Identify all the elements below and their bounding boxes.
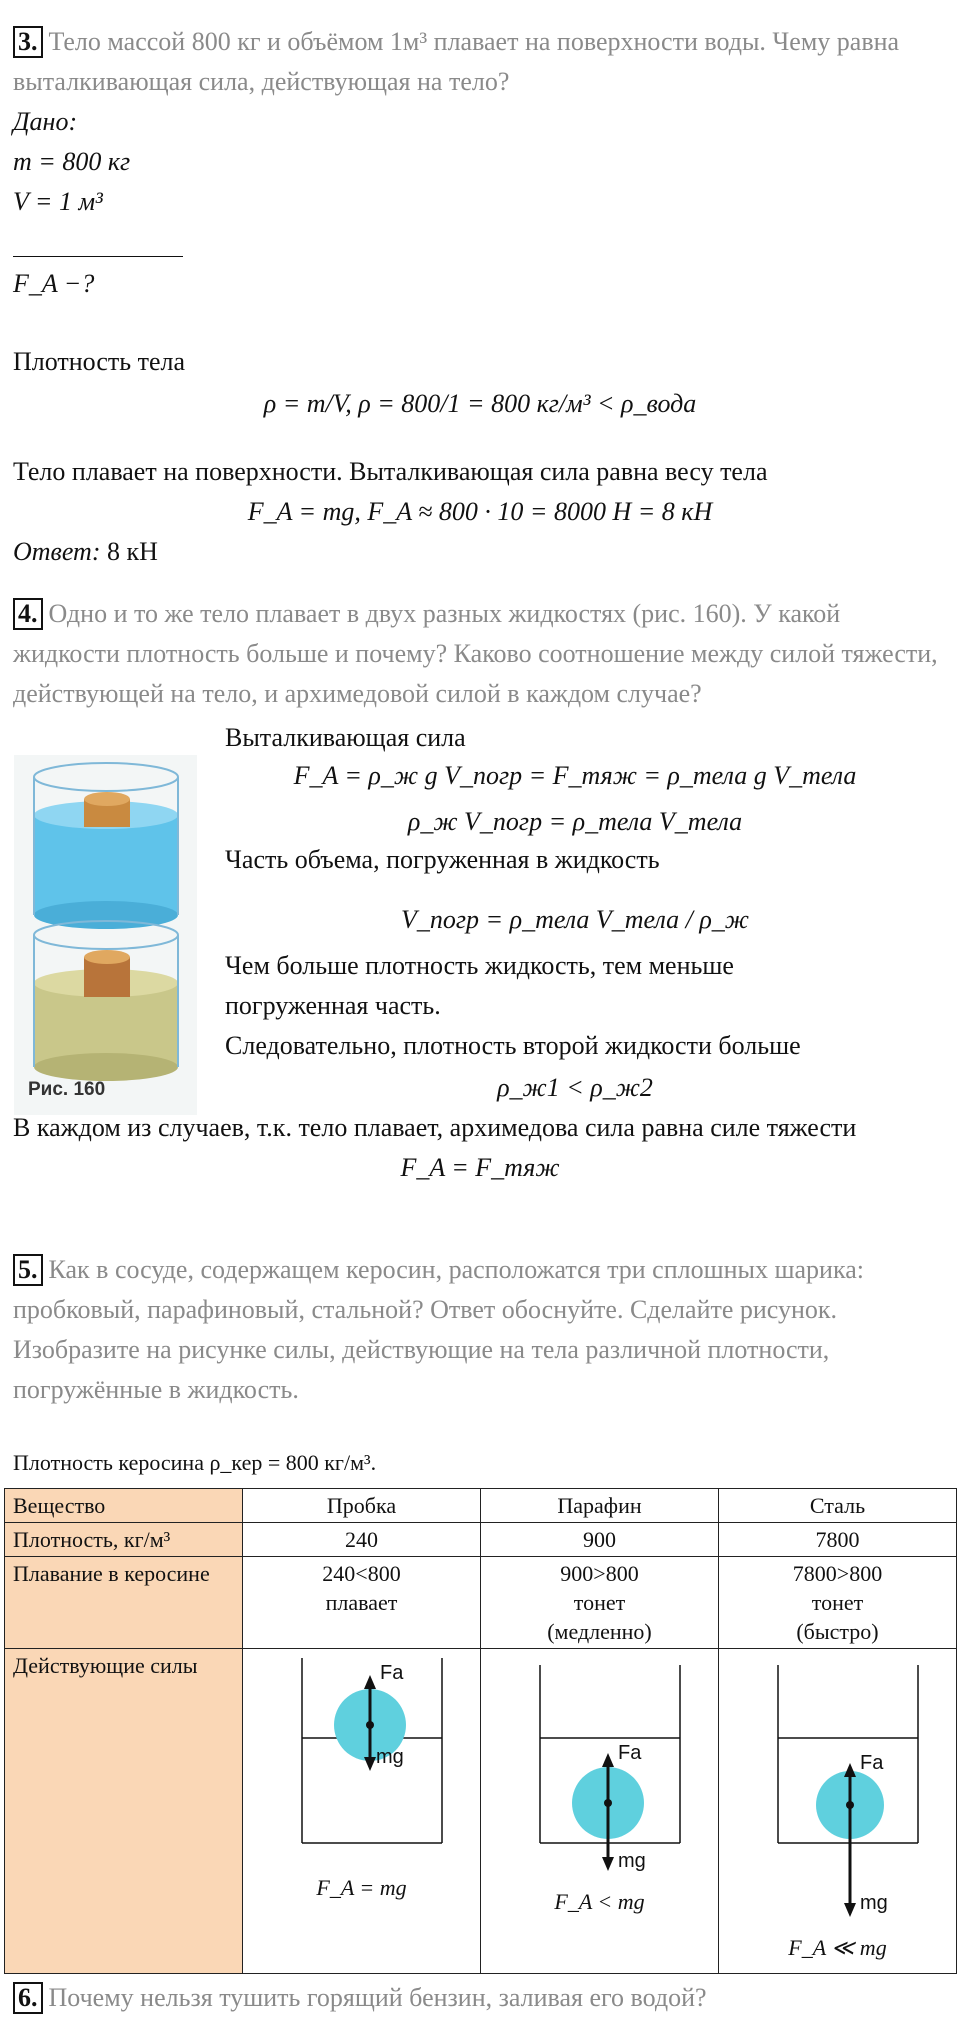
answer-label: Ответ: <box>13 537 101 566</box>
formula-densities: ρ_ж1 < ρ_ж2 <box>497 1073 653 1102</box>
task3-number: 3. <box>13 26 43 58</box>
steel-density: 7800 <box>719 1523 957 1557</box>
task6-question <box>13 1978 943 2018</box>
header-substance: Вещество <box>5 1489 243 1523</box>
task3-question <box>13 22 943 102</box>
formula-equilibrium: F_A = F_тяж <box>400 1153 560 1182</box>
given-label: Дано: <box>13 107 78 136</box>
paraffin-float <box>481 1557 719 1649</box>
steel-float <box>719 1557 957 1649</box>
paraffin-diagram <box>481 1649 719 1974</box>
more-density-1: Чем больше плотность жидкость, тем меньше <box>225 951 734 980</box>
header-steel: Сталь <box>719 1489 957 1523</box>
steel-mg-label: mg <box>859 1892 888 1914</box>
given-volume: V = 1 м³ <box>13 187 103 216</box>
header-cork: Пробка <box>243 1489 481 1523</box>
figure-160 <box>14 755 197 1115</box>
answer-value: 8 кН <box>106 537 158 566</box>
steel-diagram <box>719 1649 957 1974</box>
task4-number: 4. <box>13 598 43 630</box>
submerged-label: Часть объема, погруженная в жидкость <box>225 845 660 874</box>
kerosene-density: Плотность керосина ρ_кер = 800 кг/м³. <box>13 1450 377 1475</box>
paraffin-result: тонет <box>573 1590 626 1615</box>
density-label: Плотность тела <box>13 347 186 376</box>
paraffin-fa-label: Fa <box>617 1742 641 1764</box>
steel-forces-diagram <box>728 1653 948 1943</box>
paraffin-compare: 900>800 <box>560 1561 639 1586</box>
paraffin-forces-diagram <box>490 1653 710 1913</box>
task6-text: Почему нельзя тушить горящий бензин, заливая его водой? <box>48 1983 707 2012</box>
paraffin-mg-label: mg <box>617 1850 646 1872</box>
formula-density: ρ = m/V, ρ = 800/1 = 800 кг/м³ < ρ_вода <box>263 389 697 418</box>
cork-result: плавает <box>325 1590 398 1615</box>
task4-text: Одно и то же тело плавает в двух разных жидкостях (рис. 160). У какой жидкости плотность больше и почему? Каково соотношение между силой тяжести, действующей на тело, и архимедовой силой в каждом случае? <box>13 599 938 708</box>
paraffin-speed: (медленно) <box>547 1619 652 1644</box>
cork-mg-label: mg <box>375 1746 404 1768</box>
paraffin-relation: F_A < mg <box>554 1889 645 1914</box>
steel-result: тонет <box>811 1590 864 1615</box>
paraffin-density: 900 <box>481 1523 719 1557</box>
cork-fa-label: Fa <box>379 1662 403 1684</box>
task5-number: 5. <box>13 1254 43 1286</box>
conclusion: Следовательно, плотность второй жидкости больше <box>225 1031 801 1060</box>
task6-number: 6. <box>13 1982 43 2014</box>
table-row <box>5 1557 957 1649</box>
cork-float <box>243 1557 481 1649</box>
given-divider <box>13 256 183 257</box>
figure-caption: Рис. 160 <box>28 1079 106 1100</box>
formula-archimedes: F_A = ρ_ж g V_погр = F_тяж = ρ_тела g V_тела <box>293 761 857 790</box>
float-row-label: Плавание в керосине <box>5 1557 243 1649</box>
steel-compare: 7800>800 <box>792 1561 883 1586</box>
given-mass: m = 800 кг <box>13 147 131 176</box>
cork-diagram <box>243 1649 481 1974</box>
table-row <box>5 1489 957 1523</box>
buoyant-label: Выталкивающая сила <box>225 723 466 752</box>
steel-speed: (быстро) <box>796 1619 879 1644</box>
more-density-2: погруженная часть. <box>225 991 441 1020</box>
steel-relation: F_A ≪ mg <box>788 1935 887 1960</box>
steel-fa-label: Fa <box>859 1752 883 1774</box>
find-force: F_A −? <box>13 269 95 298</box>
task3-text: Тело массой 800 кг и объёмом 1м³ плавает на поверхности воды. Чему равна выталкивающая сила, действующая на тело? <box>13 27 900 96</box>
materials-table <box>4 1488 957 1974</box>
formula-submerged-volume: V_погр = ρ_тела V_тела / ρ_ж <box>401 905 749 934</box>
surface-statement: Тело плавает на поверхности. Выталкивающая сила равна весу тела <box>13 457 768 486</box>
header-paraffin: Парафин <box>481 1489 719 1523</box>
forces-row-label: Действующие силы <box>5 1649 243 1974</box>
formula-force: F_A = mg, F_A ≈ 800 · 10 = 8000 Н = 8 кН <box>247 497 713 526</box>
each-case: В каждом из случаев, т.к. тело плавает, архимедова сила равна силе тяжести <box>13 1113 857 1142</box>
cork-density: 240 <box>243 1523 481 1557</box>
task4-question <box>13 594 943 714</box>
task5-text: Как в сосуде, содержащем керосин, расположатся три сплошных шарика: пробковый, парафиновый, стальной? Ответ обоснуйте. Сделайте рисунок. Изобразите на рисунке силы, действующие на тела различной плотности, погружённые в жидкость. <box>13 1255 864 1404</box>
table-row <box>5 1523 957 1557</box>
cork-compare: 240<800 <box>322 1561 401 1586</box>
density-row-label: Плотность, кг/м³ <box>5 1523 243 1557</box>
two-liquids-image <box>14 755 197 1115</box>
cork-forces-diagram <box>252 1653 472 1893</box>
formula-equality: ρ_ж V_погр = ρ_тела V_тела <box>407 807 743 836</box>
cork-relation: F_A = mg <box>316 1875 407 1900</box>
table-row <box>5 1649 957 1974</box>
answer-line <box>13 534 158 570</box>
task5-question <box>13 1250 943 1410</box>
